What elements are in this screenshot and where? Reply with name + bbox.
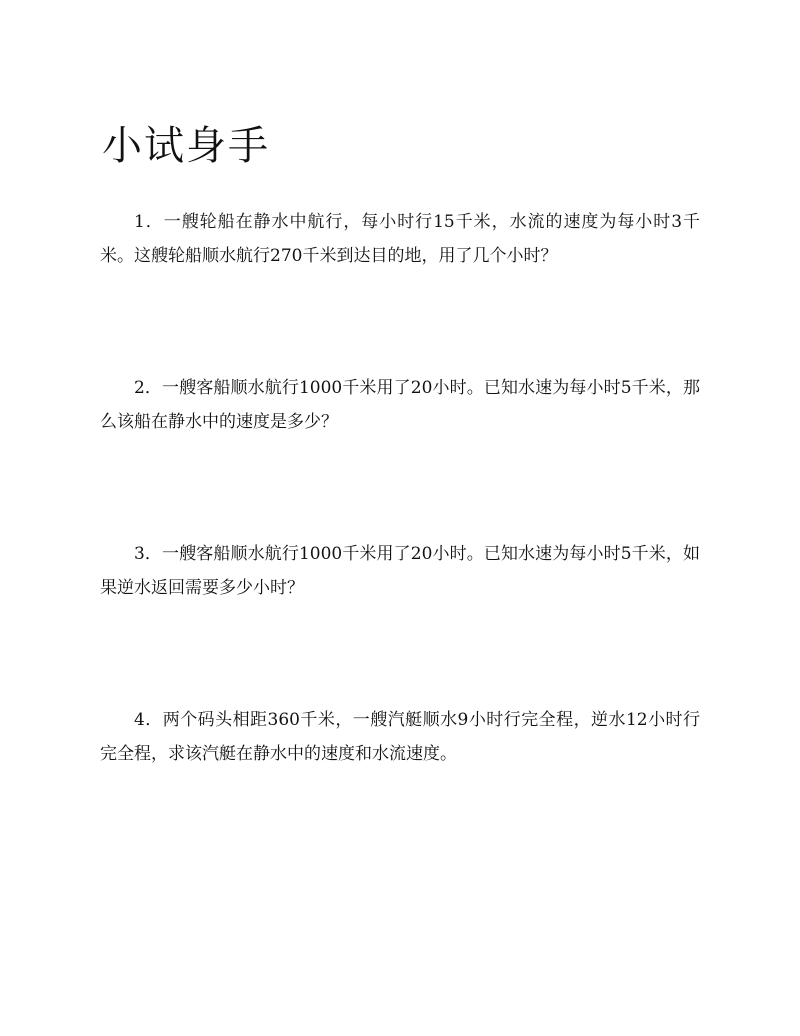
page-title: 小试身手	[102, 123, 270, 169]
problem-4	[100, 703, 700, 771]
problem-1	[100, 205, 700, 273]
problem-number: 1．	[134, 212, 164, 232]
problem-text: 一艘客船顺水航行1000千米用了20小时。已知水速为每小时5千米，那么该船在静水中的速度是多少？	[100, 378, 700, 432]
problem-number: 4．	[134, 710, 163, 730]
problem-text: 一艘轮船在静水中航行，每小时行15千米，水流的速度为每小时3千米。这艘轮船顺水航行270千米到达目的地，用了几个小时？	[100, 212, 700, 266]
problem-text: 一艘客船顺水航行1000千米用了20小时。已知水速为每小时5千米，如果逆水返回需要多少小时？	[100, 544, 700, 598]
problem-number: 2．	[134, 378, 163, 398]
problem-3	[100, 537, 700, 605]
problem-number: 3．	[134, 544, 163, 564]
problem-text: 两个码头相距360千米，一艘汽艇顺水9小时行完全程，逆水12小时行完全程，求该汽艇在静水中的速度和水流速度。	[100, 710, 700, 764]
problem-2	[100, 371, 700, 439]
